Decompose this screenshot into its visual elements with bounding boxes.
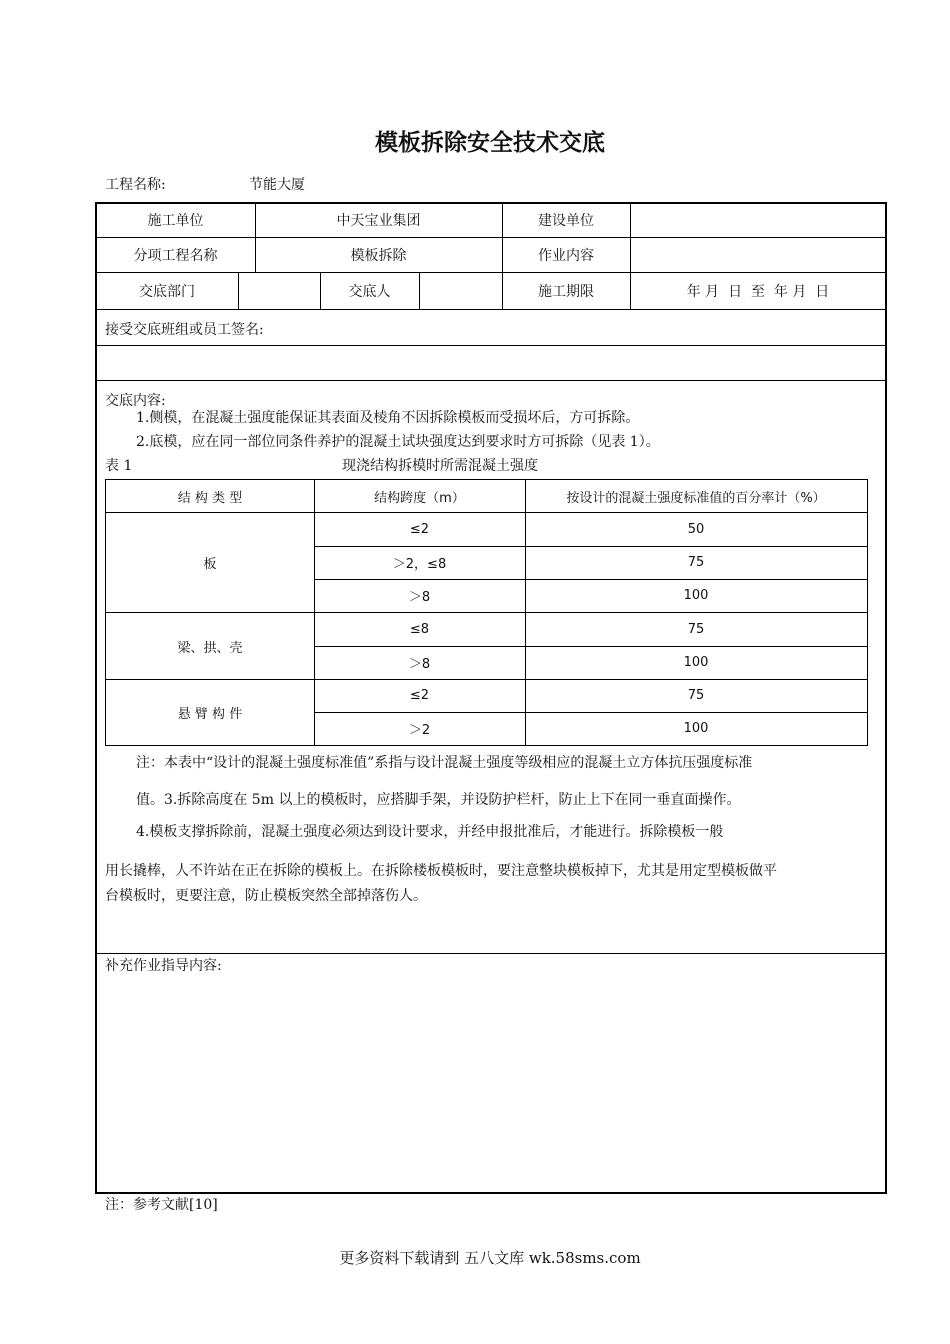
group-cantilever: 悬 臂 构 件 [177,707,243,722]
table-row-percent: 100 [683,588,709,603]
table-header-type: 结 构 类 型 [177,490,243,506]
form-divider [96,380,886,381]
form-divider [238,272,239,310]
period-label: 施工期限 [538,283,594,300]
signature-label: 接受交底班组或员工签名: [105,322,264,338]
table-header-percent: 按设计的混凝土强度标准值的百分率计（%） [566,490,826,506]
construction-unit-label: 施工单位 [147,213,204,229]
table-header-span: 结构跨度（m） [374,490,465,506]
table-row-percent: 100 [683,655,709,670]
content-heading: 交底内容: [105,393,166,409]
period-value: 年 月 日 至 年 月 日 [686,283,830,300]
subproject-value: 模板拆除 [350,247,407,264]
table-row-percent: 100 [683,721,709,736]
table-number: 表 1 [105,458,133,474]
work-content-label: 作业内容 [538,247,594,264]
form-divider [96,309,886,310]
table-row-span: ＞2 [408,723,431,738]
subproject-label: 分项工程名称 [133,247,218,264]
table-row-percent: 50 [687,522,705,537]
supplement-label: 补充作业指导内容: [105,958,222,974]
project-name-value: 节能大厦 [249,177,305,193]
table-row-span: ≤2 [409,688,430,703]
reference-note: 注：参考文献[10] [105,1197,218,1213]
content-item-4-line-3: 台模板时，更要注意，防止模板突然全部掉落伤人。 [105,888,427,904]
content-item-4-line-1: 4.模板支撑拆除前，混凝土强度必须达到设计要求，并经申报批准后，才能进行。拆除模板一般 [136,824,724,840]
table-row-span: ＞8 [408,590,431,605]
discloser-label: 交底人 [348,283,391,300]
page-title: 模板拆除安全技术交底 [375,130,605,156]
table-row-percent: 75 [687,621,705,637]
group-beam-arch-shell: 梁、拱、壳 [177,640,243,656]
table-row-span: ≤8 [409,621,430,637]
project-name-label: 工程名称: [105,177,166,193]
table-title: 现浇结构拆模时所需混凝土强度 [342,458,538,474]
footer-text: 更多资料下载请到 五八文库 wk.58sms.com [339,1249,641,1267]
table-row-span: ＞2，≤8 [392,557,447,572]
table-note-line-1: 注：本表中“设计的混凝土强度标准值”系指与设计混凝土强度等级相应的混凝土立方体抗压强度标准 [136,755,753,771]
group-slab: 板 [203,557,217,572]
content-item-2: 2.底模，应在同一部位同条件养护的混凝土试块强度达到要求时方可拆除（见表 1）。 [136,434,660,450]
content-item-1: 1.侧模，在混凝土强度能保证其表面及棱角不因拆除模板而受损坏后，方可拆除。 [136,410,640,426]
table-row-percent: 75 [687,688,705,703]
owner-unit-label: 建设单位 [538,213,594,229]
form-divider [96,953,886,954]
form-divider [96,345,886,346]
table-note-line-2: 值。3.拆除高度在 5m 以上的模板时，应搭脚手架，并设防护栏杆，防止上下在同一垂直面操作。 [136,792,741,808]
form-divider [419,272,420,310]
construction-unit-value: 中天宝业集团 [336,213,421,229]
table-row-span: ≤2 [409,522,430,537]
table-row-span: ＞8 [408,657,431,672]
content-item-4-line-2: 用长撬棒，人不许站在正在拆除的模板上。在拆除楼板模板时，要注意整块模板掉下，尤其是用定型模板做平 [105,863,777,879]
table-row-percent: 75 [687,555,705,570]
dept-label: 交底部门 [139,283,195,300]
